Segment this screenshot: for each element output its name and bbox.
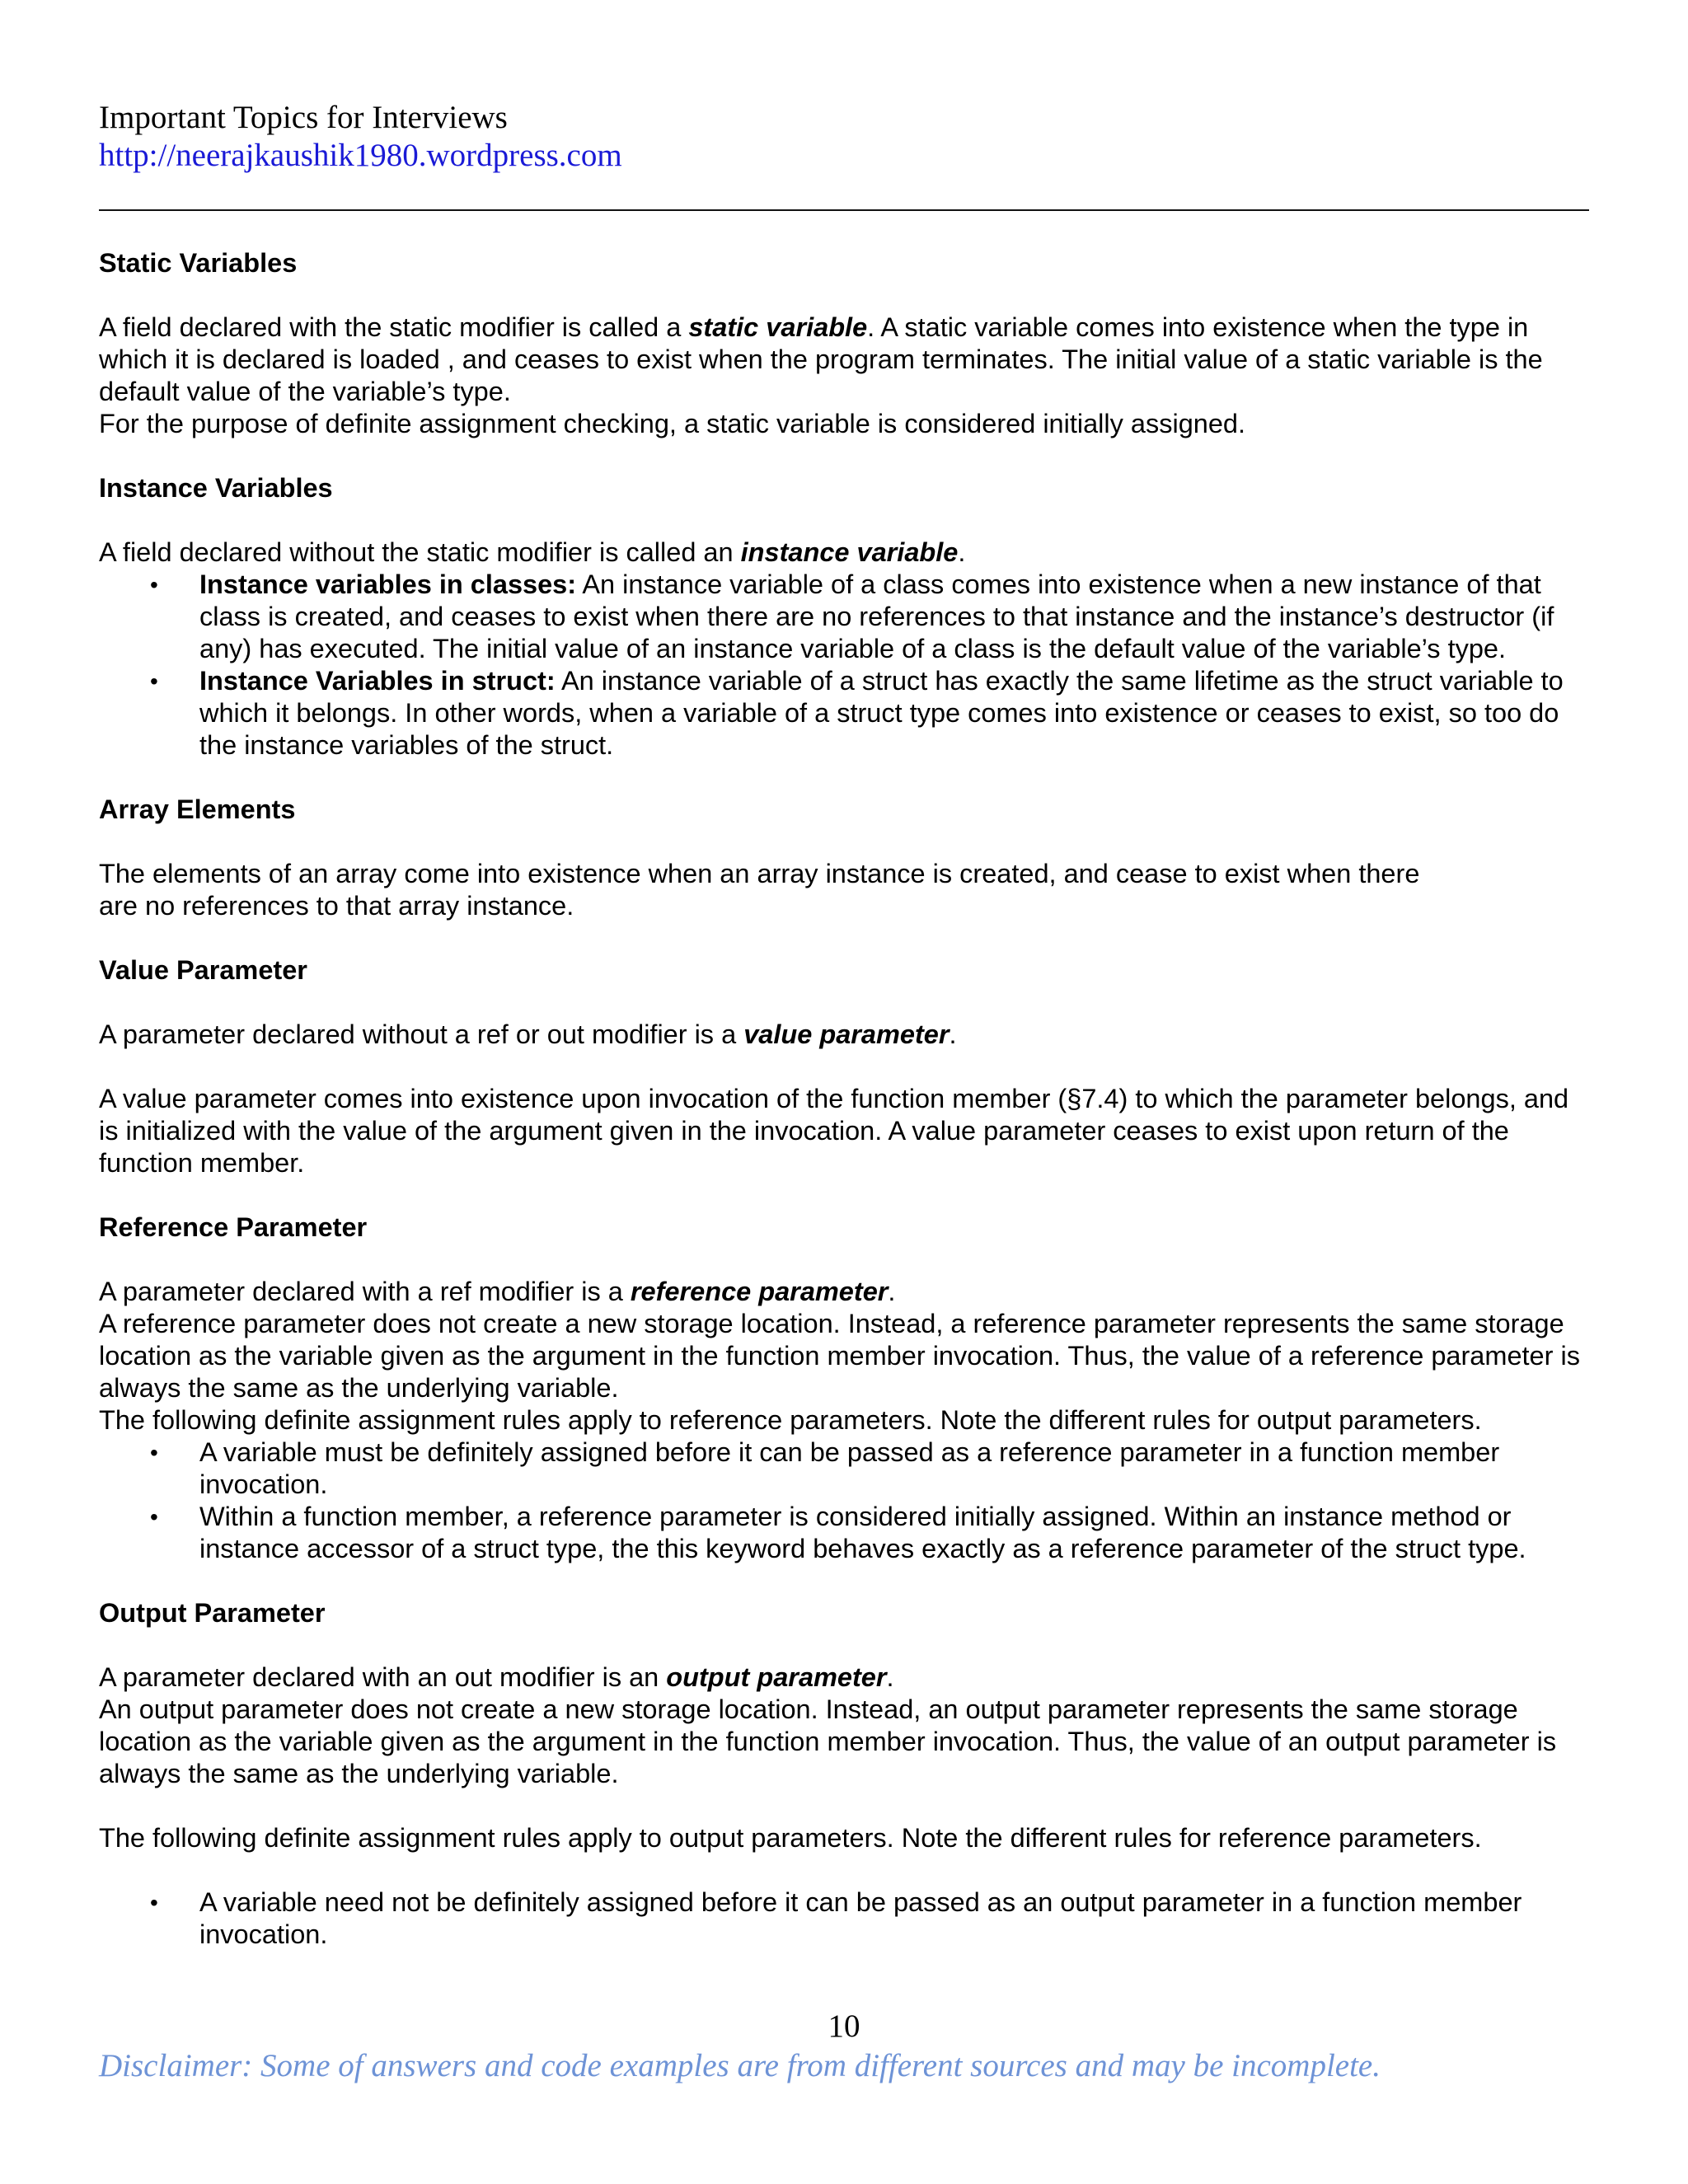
section-heading: Instance Variables — [99, 473, 333, 503]
section-heading: Reference Parameter — [99, 1212, 368, 1242]
paragraph: A reference parameter does not create a new storage location. Instead, a reference parameter represents the same storage location as the variable given as the argument in the function member invocation. Thus, the value of a reference parameter is always the same as the underlying variable. — [99, 1309, 1580, 1403]
section-instance-variables — [99, 472, 1591, 762]
bullet-icon: • — [150, 572, 158, 598]
main-content — [99, 247, 1591, 1951]
paragraph-line: The elements of an array come into existence when an array instance is created, and cease to exist when there — [99, 859, 1420, 888]
bullet-icon: • — [150, 1504, 158, 1530]
term-emphasis: instance variable — [740, 537, 959, 567]
section-array-elements — [99, 794, 1591, 922]
section-static-variables — [99, 247, 1591, 440]
term-emphasis: output parameter — [666, 1662, 887, 1692]
paragraph: A parameter declared without a ref or out modifier is a value parameter. — [99, 1019, 957, 1049]
term-emphasis: static variable — [688, 312, 868, 342]
list-item: • A variable must be definitely assigned before it can be passed as a reference parameter in a function member invocation. — [150, 1437, 1500, 1499]
section-output-parameter — [99, 1597, 1591, 1951]
paragraph: The following definite assignment rules apply to reference parameters. Note the different rules for output parameters. — [99, 1405, 1482, 1435]
section-heading: Static Variables — [99, 248, 298, 278]
paragraph: A parameter declared with an out modifier is an output parameter. — [99, 1662, 894, 1692]
paragraph-line: are no references to that array instance. — [99, 891, 574, 921]
term-emphasis: value parameter — [743, 1019, 950, 1049]
paragraph: A field declared with the static modifier is called a static variable. A static variable comes into existence when the type in which it is declared is loaded , and ceases to exist when the program terminates. The initial value of a static variable is the default value of the variable’s type. — [99, 312, 1543, 406]
bullet-icon: • — [150, 668, 158, 694]
list-item: • A variable need not be definitely assigned before it can be passed as an output parameter in a function member invocation. — [150, 1887, 1522, 1949]
page-number: 10 — [828, 2008, 860, 2044]
paragraph: An output parameter does not create a new storage location. Instead, an output parameter represents the same storage location as the variable given as the argument in the function member invocation. Thus, the value of an output parameter is always the same as the underlying variable. — [99, 1694, 1557, 1788]
header-title: Important Topics for Interviews — [99, 100, 508, 135]
bullet-list — [99, 1436, 1591, 1565]
paragraph: A value parameter comes into existence upon invocation of the function member (§7.4) to which the parameter belongs, and is initialized with the value of the argument given in the invocation. A value parameter ceases to exist upon return of the function member. — [99, 1084, 1569, 1178]
term-emphasis: reference parameter — [630, 1277, 889, 1306]
paragraph: A field declared without the static modifier is called an instance variable. — [99, 537, 966, 567]
bullet-list — [99, 569, 1591, 762]
section-heading: Value Parameter — [99, 955, 307, 985]
bullet-icon: • — [150, 1890, 158, 1915]
section-heading: Array Elements — [99, 794, 296, 824]
footer-disclaimer: Disclaimer: Some of answers and code examples are from different sources and may be incomplete. — [99, 2048, 1381, 2083]
section-heading: Output Parameter — [99, 1598, 326, 1628]
bullet-icon: • — [150, 1440, 158, 1465]
header-url-link[interactable]: http://neerajkaushik1980.wordpress.com — [99, 138, 622, 173]
list-item: • Instance Variables in struct: An instance variable of a struct has exactly the same lifetime as the struct variable to which it belongs. In other words, when a variable of a struct type comes into existence or ceases to exist, so too do the instance variables of the struct. — [150, 666, 1564, 760]
paragraph: For the purpose of definite assignment checking, a static variable is considered initially assigned. — [99, 409, 1246, 438]
list-item: • Instance variables in classes: An instance variable of a class comes into existence when a new instance of that class is created, and ceases to exist when there are no references to that instance and the instance’s destructor (if any) has executed. The initial value of an instance variable of a class is the default value of the variable’s type. — [150, 569, 1554, 663]
section-reference-parameter — [99, 1212, 1591, 1565]
section-value-parameter — [99, 954, 1591, 1179]
header-divider — [99, 209, 1589, 211]
paragraph: The following definite assignment rules apply to output parameters. Note the different rules for reference parameters. — [99, 1823, 1482, 1853]
list-item: • Within a function member, a reference parameter is considered initially assigned. Within an instance method or instance accessor of a struct type, the this keyword behaves exactly as a reference parameter of the struct type. — [150, 1502, 1526, 1563]
bullet-list — [99, 1886, 1591, 1951]
paragraph: A parameter declared with a ref modifier is a reference parameter. — [99, 1277, 896, 1306]
